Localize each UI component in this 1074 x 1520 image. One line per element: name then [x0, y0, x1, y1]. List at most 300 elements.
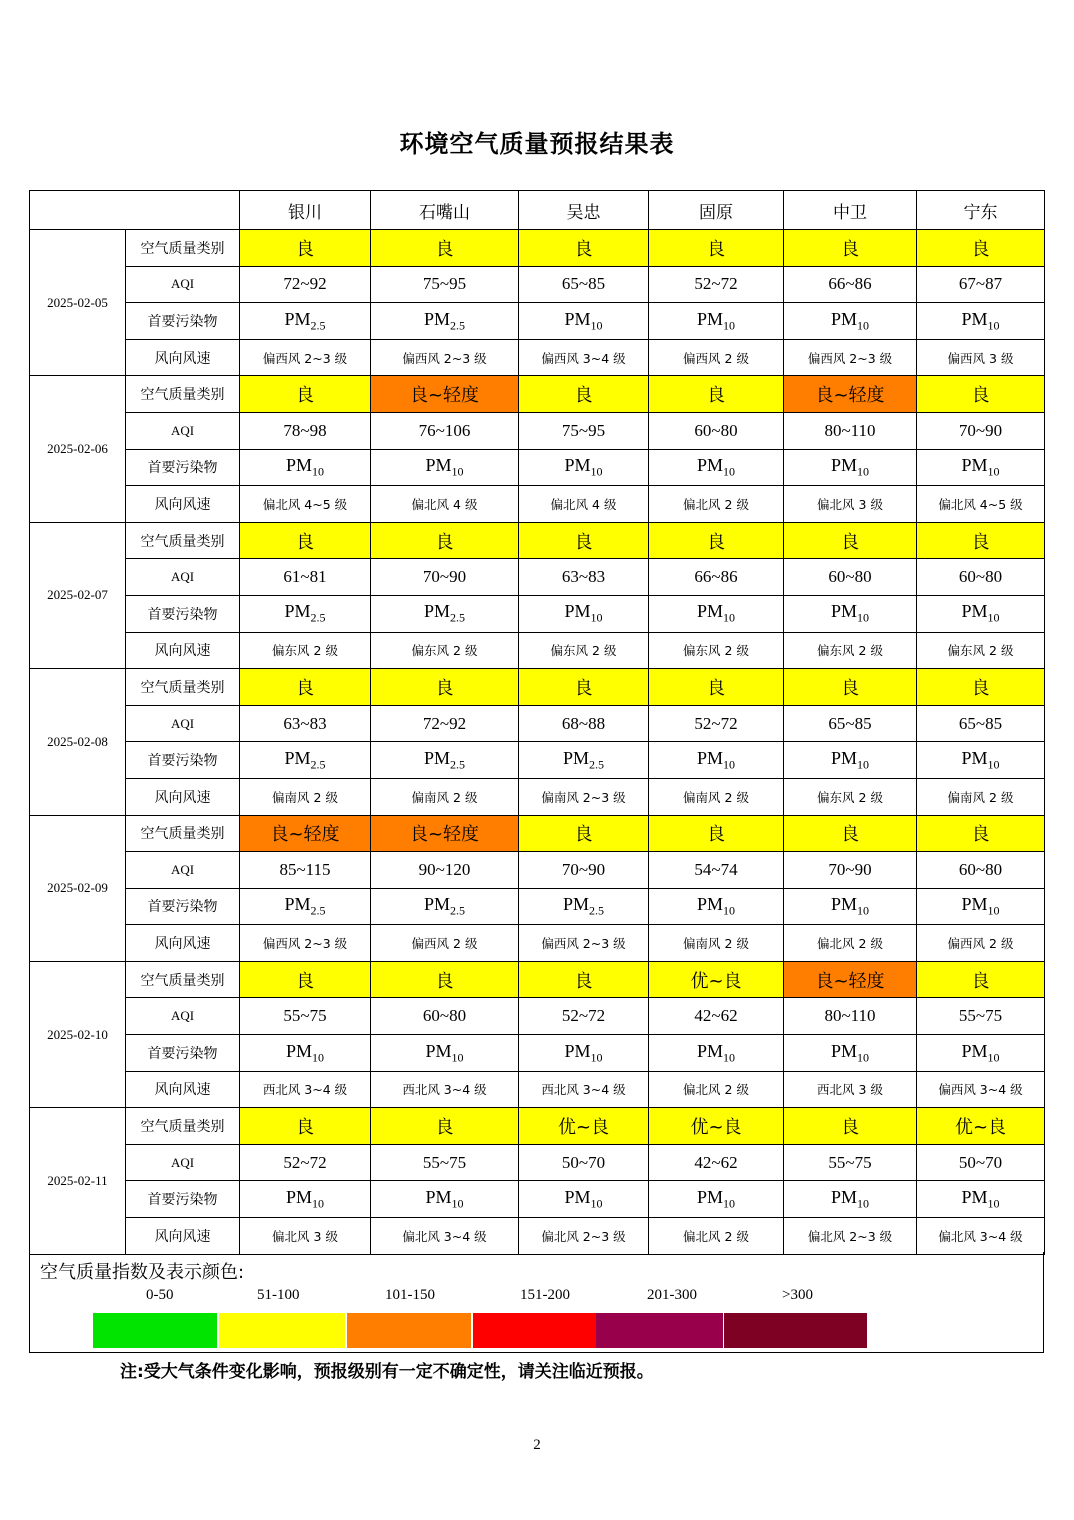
air-quality-category-cell: 良	[649, 376, 784, 413]
primary-pollutant-cell	[649, 1181, 784, 1218]
row-label-category: 空气质量类别	[126, 230, 240, 267]
city-header: 固原	[649, 191, 784, 230]
air-quality-category-cell: 良	[519, 376, 649, 413]
pollutant-name: PM	[830, 747, 857, 768]
pollutant-name: PM	[961, 894, 988, 915]
day-row-category	[30, 1108, 1045, 1145]
pollutant-subscript: 10	[857, 464, 869, 479]
date-cell: 2025-02-07	[30, 522, 126, 668]
wind-cell: 偏西风 2 级	[649, 339, 784, 376]
legend-range-label: 101-150	[385, 1287, 435, 1303]
pollutant-name: PM	[285, 1186, 312, 1207]
air-quality-category-cell: 良	[240, 522, 371, 559]
wind-cell: 西北风 3~4 级	[371, 1071, 519, 1108]
aqi-range-cell: 50~70	[519, 1144, 649, 1181]
wind-cell: 偏北风 4~5 级	[240, 486, 371, 523]
aqi-range-cell: 76~106	[371, 412, 519, 449]
wind-cell: 偏北风 2~3 级	[519, 1218, 649, 1255]
primary-pollutant-cell	[371, 595, 519, 632]
wind-cell: 偏东风 2 级	[240, 632, 371, 669]
city-header: 银川	[240, 191, 371, 230]
day-row-aqi	[30, 1144, 1045, 1181]
pollutant-name: PM	[830, 455, 857, 476]
city-header: 石嘴山	[371, 191, 519, 230]
aqi-range-cell: 52~72	[240, 1144, 371, 1181]
primary-pollutant-cell	[240, 449, 371, 486]
aqi-range-cell: 85~115	[240, 852, 371, 889]
wind-cell: 偏北风 3~4 级	[917, 1218, 1045, 1255]
aqi-range-cell: 80~110	[784, 998, 917, 1035]
row-label-wind: 风向风速	[126, 925, 240, 962]
day-row-pollutant	[30, 742, 1045, 779]
aqi-range-cell: 90~120	[371, 852, 519, 889]
date-cell: 2025-02-06	[30, 376, 126, 522]
air-quality-category-cell: 良	[784, 669, 917, 706]
pollutant-subscript: 10	[723, 1196, 735, 1211]
row-label-category: 空气质量类别	[126, 815, 240, 852]
pollutant-subscript: 10	[451, 464, 464, 479]
pollutant-name: PM	[830, 894, 857, 915]
aqi-range-cell: 68~88	[519, 705, 649, 742]
wind-cell: 偏南风 2 级	[649, 778, 784, 815]
primary-pollutant-cell	[371, 1035, 519, 1072]
air-quality-category-cell: 良	[917, 815, 1045, 852]
pollutant-name: PM	[562, 894, 589, 915]
air-quality-category-cell: 良	[371, 230, 519, 267]
wind-cell: 偏南风 2 级	[917, 778, 1045, 815]
pollutant-subscript: 10	[987, 1050, 1000, 1065]
pollutant-subscript: 10	[590, 1196, 603, 1211]
wind-cell: 偏西风 2~3 级	[240, 925, 371, 962]
primary-pollutant-cell	[240, 1035, 371, 1072]
date-cell: 2025-02-10	[30, 961, 126, 1107]
aqi-range-cell: 75~95	[519, 412, 649, 449]
pollutant-subscript: 10	[451, 1196, 464, 1211]
primary-pollutant-cell	[917, 888, 1045, 925]
air-quality-category-cell: 良	[784, 230, 917, 267]
primary-pollutant-cell	[519, 888, 649, 925]
city-header: 中卫	[784, 191, 917, 230]
pollutant-subscript: 10	[723, 757, 735, 772]
pollutant-name: PM	[696, 601, 723, 622]
air-quality-category-cell: 良	[240, 230, 371, 267]
pollutant-name: PM	[564, 601, 591, 622]
pollutant-subscript: 10	[857, 611, 869, 626]
primary-pollutant-cell	[917, 595, 1045, 632]
air-quality-category-cell: 良	[371, 1108, 519, 1145]
pollutant-name: PM	[564, 455, 591, 476]
pollutant-subscript: 2.5	[450, 611, 465, 626]
row-label-category: 空气质量类别	[126, 669, 240, 706]
pollutant-subscript: 2.5	[589, 757, 604, 772]
row-label-aqi: AQI	[126, 998, 240, 1035]
air-quality-category-cell: 良	[917, 669, 1045, 706]
pollutant-subscript: 10	[857, 318, 869, 333]
pollutant-subscript: 10	[987, 757, 1000, 772]
primary-pollutant-cell	[784, 1181, 917, 1218]
day-row-pollutant	[30, 1035, 1045, 1072]
wind-cell: 偏西风 3~4 级	[519, 339, 649, 376]
wind-cell: 偏北风 4 级	[371, 486, 519, 523]
aqi-range-cell: 66~86	[784, 266, 917, 303]
pollutant-name: PM	[696, 455, 723, 476]
wind-cell: 偏东风 2 级	[649, 632, 784, 669]
pollutant-subscript: 2.5	[450, 757, 465, 772]
wind-cell: 偏北风 2 级	[649, 1071, 784, 1108]
air-quality-category-cell: 良	[784, 815, 917, 852]
pollutant-subscript: 10	[987, 464, 1000, 479]
air-quality-category-cell: 良	[519, 815, 649, 852]
legend-range-label: 51-100	[257, 1287, 300, 1303]
wind-cell: 西北风 3~4 级	[519, 1071, 649, 1108]
air-quality-category-cell: 良	[371, 961, 519, 998]
legend-range-label: 151-200	[520, 1287, 570, 1303]
air-quality-category-cell: 良	[784, 1108, 917, 1145]
pollutant-name: PM	[284, 747, 311, 768]
row-label-aqi: AQI	[126, 1144, 240, 1181]
primary-pollutant-cell	[784, 449, 917, 486]
primary-pollutant-cell	[519, 1181, 649, 1218]
wind-cell: 偏南风 2 级	[240, 778, 371, 815]
wind-cell: 偏东风 2 级	[371, 632, 519, 669]
air-quality-category-cell: 良	[371, 669, 519, 706]
pollutant-name: PM	[284, 894, 311, 915]
pollutant-subscript: 2.5	[310, 757, 326, 772]
aqi-range-cell: 70~90	[371, 559, 519, 596]
air-quality-category-cell: 良	[649, 230, 784, 267]
row-label-pollutant: 首要污染物	[126, 742, 240, 779]
day-row-aqi	[30, 998, 1045, 1035]
aqi-range-cell: 72~92	[371, 705, 519, 742]
day-row-wind	[30, 925, 1045, 962]
pollutant-subscript: 10	[857, 1196, 869, 1211]
primary-pollutant-cell	[649, 449, 784, 486]
pollutant-name: PM	[696, 1040, 723, 1061]
row-label-category: 空气质量类别	[126, 1108, 240, 1145]
air-quality-category-cell: 良~轻度	[371, 376, 519, 413]
day-row-aqi	[30, 559, 1045, 596]
city-header: 吴忠	[519, 191, 649, 230]
row-label-wind: 风向风速	[126, 339, 240, 376]
pollutant-subscript: 10	[987, 318, 1000, 333]
row-label-pollutant: 首要污染物	[126, 1035, 240, 1072]
pollutant-subscript: 10	[312, 1196, 324, 1211]
legend-swatch-51-100	[219, 1313, 345, 1348]
forecast-note: 注:受大气条件变化影响，预报级别有一定不确定性，请关注临近预报。	[120, 1362, 654, 1382]
row-label-wind: 风向风速	[126, 1071, 240, 1108]
aqi-range-cell: 60~80	[371, 998, 519, 1035]
date-cell: 2025-02-09	[30, 815, 126, 961]
wind-cell: 偏西风 2~3 级	[784, 339, 917, 376]
pollutant-name: PM	[284, 308, 311, 329]
date-cell: 2025-02-05	[30, 230, 126, 376]
day-row-wind	[30, 778, 1045, 815]
air-quality-category-cell: 良	[240, 669, 371, 706]
primary-pollutant-cell	[519, 742, 649, 779]
pollutant-subscript: 10	[312, 1050, 324, 1065]
pollutant-name: PM	[285, 455, 312, 476]
air-quality-category-cell: 良	[240, 961, 371, 998]
primary-pollutant-cell	[917, 742, 1045, 779]
pollutant-name: PM	[830, 1186, 857, 1207]
pollutant-name: PM	[961, 747, 988, 768]
pollutant-name: PM	[562, 747, 589, 768]
pollutant-subscript: 10	[857, 1050, 869, 1065]
day-row-wind	[30, 632, 1045, 669]
primary-pollutant-cell	[240, 742, 371, 779]
air-quality-category-cell: 优~良	[649, 961, 784, 998]
pollutant-name: PM	[284, 601, 311, 622]
pollutant-subscript: 2.5	[589, 903, 604, 918]
wind-cell: 偏西风 2~3 级	[240, 339, 371, 376]
pollutant-subscript: 2.5	[450, 903, 465, 918]
air-quality-category-cell: 良	[917, 522, 1045, 559]
primary-pollutant-cell	[649, 742, 784, 779]
legend-swatch-151-200	[473, 1313, 596, 1348]
pollutant-name: PM	[423, 601, 450, 622]
primary-pollutant-cell	[784, 888, 917, 925]
wind-cell: 偏西风 2~3 级	[371, 339, 519, 376]
air-quality-category-cell: 优~良	[649, 1108, 784, 1145]
day-row-aqi	[30, 705, 1045, 742]
primary-pollutant-cell	[784, 303, 917, 340]
primary-pollutant-cell	[519, 1035, 649, 1072]
aqi-range-cell: 72~92	[240, 266, 371, 303]
day-row-category	[30, 815, 1045, 852]
wind-cell: 偏南风 2~3 级	[519, 778, 649, 815]
row-label-pollutant: 首要污染物	[126, 303, 240, 340]
air-quality-category-cell: 良	[240, 1108, 371, 1145]
date-cell: 2025-02-11	[30, 1108, 126, 1254]
wind-cell: 偏东风 2 级	[519, 632, 649, 669]
primary-pollutant-cell	[371, 1181, 519, 1218]
legend-swatch-201-300	[596, 1313, 723, 1348]
air-quality-category-cell: 良	[240, 376, 371, 413]
pollutant-name: PM	[961, 1186, 988, 1207]
wind-cell: 偏南风 2 级	[371, 778, 519, 815]
primary-pollutant-cell	[649, 595, 784, 632]
primary-pollutant-cell	[240, 303, 371, 340]
pollutant-name: PM	[961, 1040, 988, 1061]
air-quality-category-cell: 优~良	[917, 1108, 1045, 1145]
pollutant-name: PM	[285, 1040, 312, 1061]
pollutant-subscript: 2.5	[450, 318, 465, 333]
aqi-range-cell: 55~75	[240, 998, 371, 1035]
primary-pollutant-cell	[240, 1181, 371, 1218]
aqi-range-cell: 63~83	[519, 559, 649, 596]
aqi-range-cell: 55~75	[784, 1144, 917, 1181]
row-label-pollutant: 首要污染物	[126, 888, 240, 925]
pollutant-subscript: 10	[723, 611, 735, 626]
pollutant-subscript: 10	[723, 1050, 735, 1065]
air-quality-category-cell: 良	[917, 230, 1045, 267]
aqi-range-cell: 52~72	[649, 705, 784, 742]
pollutant-name: PM	[425, 1186, 452, 1207]
air-quality-category-cell: 良	[784, 522, 917, 559]
air-quality-category-cell: 良~轻度	[240, 815, 371, 852]
wind-cell: 偏南风 2 级	[649, 925, 784, 962]
air-quality-category-cell: 优~良	[519, 1108, 649, 1145]
primary-pollutant-cell	[649, 1035, 784, 1072]
air-quality-category-cell: 良	[519, 522, 649, 559]
forecast-table	[29, 190, 1045, 1255]
aqi-range-cell: 50~70	[917, 1144, 1045, 1181]
aqi-range-cell: 65~85	[784, 705, 917, 742]
pollutant-name: PM	[423, 308, 450, 329]
aqi-range-cell: 65~85	[917, 705, 1045, 742]
aqi-range-cell: 52~72	[649, 266, 784, 303]
aqi-range-cell: 75~95	[371, 266, 519, 303]
wind-cell: 偏东风 2 级	[917, 632, 1045, 669]
air-quality-category-cell: 良	[917, 376, 1045, 413]
row-label-aqi: AQI	[126, 705, 240, 742]
wind-cell: 偏北风 2~3 级	[784, 1218, 917, 1255]
air-quality-category-cell: 良	[917, 961, 1045, 998]
row-label-category: 空气质量类别	[126, 522, 240, 559]
wind-cell: 偏北风 3 级	[784, 486, 917, 523]
aqi-range-cell: 60~80	[917, 852, 1045, 889]
aqi-range-cell: 67~87	[917, 266, 1045, 303]
row-label-aqi: AQI	[126, 266, 240, 303]
day-row-wind	[30, 339, 1045, 376]
pollutant-name: PM	[425, 1040, 452, 1061]
air-quality-category-cell: 良	[371, 522, 519, 559]
day-row-wind	[30, 486, 1045, 523]
primary-pollutant-cell	[371, 888, 519, 925]
page-number: 2	[533, 1437, 541, 1453]
primary-pollutant-cell	[649, 888, 784, 925]
wind-cell: 西北风 3 级	[784, 1071, 917, 1108]
forecast-table-body	[30, 191, 1045, 1255]
day-row-pollutant	[30, 449, 1045, 486]
aqi-range-cell: 70~90	[917, 412, 1045, 449]
wind-cell: 偏北风 2 级	[649, 1218, 784, 1255]
header-corner-cell	[30, 191, 240, 230]
aqi-range-cell: 70~90	[784, 852, 917, 889]
primary-pollutant-cell	[649, 303, 784, 340]
pollutant-name: PM	[696, 894, 723, 915]
header-row	[30, 191, 1045, 230]
row-label-aqi: AQI	[126, 559, 240, 596]
air-quality-category-cell: 良	[649, 522, 784, 559]
city-header: 宁东	[917, 191, 1045, 230]
pollutant-subscript: 2.5	[310, 903, 326, 918]
primary-pollutant-cell	[240, 595, 371, 632]
primary-pollutant-cell	[784, 1035, 917, 1072]
date-cell: 2025-02-08	[30, 669, 126, 815]
aqi-range-cell: 42~62	[649, 1144, 784, 1181]
wind-cell: 偏北风 2 级	[784, 925, 917, 962]
pollutant-subscript: 2.5	[310, 611, 326, 626]
wind-cell: 偏西风 2 级	[371, 925, 519, 962]
aqi-range-cell: 60~80	[784, 559, 917, 596]
legend-range-label: 201-300	[647, 1287, 697, 1303]
day-row-pollutant	[30, 595, 1045, 632]
pollutant-subscript: 10	[987, 1196, 1000, 1211]
primary-pollutant-cell	[784, 742, 917, 779]
legend-swatch-101-150	[347, 1313, 471, 1348]
pollutant-name: PM	[696, 1186, 723, 1207]
aqi-range-cell: 42~62	[649, 998, 784, 1035]
aqi-range-cell: 78~98	[240, 412, 371, 449]
primary-pollutant-cell	[371, 449, 519, 486]
primary-pollutant-cell	[917, 449, 1045, 486]
air-quality-category-cell: 良~轻度	[371, 815, 519, 852]
day-row-pollutant	[30, 303, 1045, 340]
primary-pollutant-cell	[917, 303, 1045, 340]
wind-cell: 偏北风 3~4 级	[371, 1218, 519, 1255]
pollutant-name: PM	[696, 308, 723, 329]
day-row-aqi	[30, 412, 1045, 449]
pollutant-subscript: 10	[723, 903, 735, 918]
pollutant-name: PM	[564, 1040, 591, 1061]
wind-cell: 西北风 3~4 级	[240, 1071, 371, 1108]
row-label-category: 空气质量类别	[126, 376, 240, 413]
aqi-range-cell: 80~110	[784, 412, 917, 449]
pollutant-subscript: 10	[723, 318, 735, 333]
day-row-pollutant	[30, 888, 1045, 925]
wind-cell: 偏北风 2 级	[649, 486, 784, 523]
pollutant-subscript: 10	[857, 757, 869, 772]
pollutant-subscript: 10	[451, 1050, 464, 1065]
day-row-pollutant	[30, 1181, 1045, 1218]
air-quality-category-cell: 良	[649, 815, 784, 852]
pollutant-name: PM	[830, 601, 857, 622]
row-label-wind: 风向风速	[126, 486, 240, 523]
row-label-wind: 风向风速	[126, 778, 240, 815]
row-label-pollutant: 首要污染物	[126, 595, 240, 632]
pollutant-subscript: 10	[590, 464, 603, 479]
pollutant-subscript: 10	[590, 1050, 603, 1065]
day-row-wind	[30, 1071, 1045, 1108]
primary-pollutant-cell	[917, 1181, 1045, 1218]
pollutant-subscript: 10	[987, 611, 1000, 626]
row-label-wind: 风向风速	[126, 1218, 240, 1255]
pollutant-name: PM	[564, 308, 591, 329]
legend-range-label: 0-50	[146, 1287, 174, 1303]
air-quality-category-cell: 良	[519, 669, 649, 706]
wind-cell: 偏西风 3~4 级	[917, 1071, 1045, 1108]
wind-cell: 偏西风 2 级	[917, 925, 1045, 962]
legend-title: 空气质量指数及表示颜色:	[40, 1262, 245, 1283]
pollutant-name: PM	[961, 455, 988, 476]
primary-pollutant-cell	[371, 303, 519, 340]
aqi-range-cell: 55~75	[917, 998, 1045, 1035]
pollutant-subscript: 10	[590, 318, 603, 333]
wind-cell: 偏西风 2~3 级	[519, 925, 649, 962]
pollutant-subscript: 10	[723, 464, 735, 479]
pollutant-subscript: 10	[312, 464, 324, 479]
wind-cell: 偏东风 2 级	[784, 632, 917, 669]
aqi-range-cell: 55~75	[371, 1144, 519, 1181]
primary-pollutant-cell	[519, 595, 649, 632]
aqi-range-cell: 61~81	[240, 559, 371, 596]
pollutant-name: PM	[425, 455, 452, 476]
pollutant-subscript: 10	[590, 611, 603, 626]
primary-pollutant-cell	[371, 742, 519, 779]
air-quality-category-cell: 良	[519, 230, 649, 267]
air-quality-category-cell: 良	[519, 961, 649, 998]
legend-range-label: >300	[782, 1287, 813, 1303]
row-label-pollutant: 首要污染物	[126, 1181, 240, 1218]
pollutant-name: PM	[696, 747, 723, 768]
primary-pollutant-cell	[917, 1035, 1045, 1072]
pollutant-name: PM	[423, 747, 450, 768]
pollutant-name: PM	[423, 894, 450, 915]
day-row-category	[30, 522, 1045, 559]
day-row-category	[30, 230, 1045, 267]
pollutant-name: PM	[961, 601, 988, 622]
